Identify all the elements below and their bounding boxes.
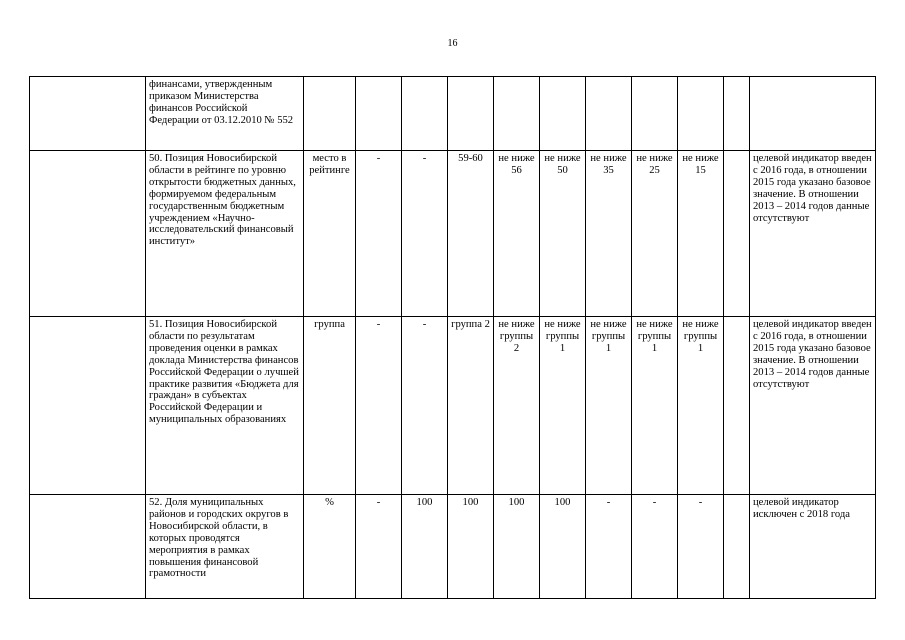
value-2018: [586, 77, 632, 151]
value-2014: [402, 77, 448, 151]
value-2018: -: [586, 495, 632, 599]
indicators-table: [29, 76, 876, 599]
value-2018: не ниже группы 1: [586, 317, 632, 495]
table-row: [30, 317, 876, 495]
unit-cell: [304, 77, 356, 151]
unit-cell: место в рейтинге: [304, 151, 356, 317]
value-2015: 100: [448, 495, 494, 599]
value-2020: не ниже группы 1: [678, 317, 724, 495]
value-2017: [540, 77, 586, 151]
row-number-cell: [30, 495, 146, 599]
indicator-name: финансами, утвержденным приказом Министерства финансов Российской Федерации от 03.12.2010 № 552: [146, 77, 304, 151]
value-2013: [356, 77, 402, 151]
value-2020: [678, 77, 724, 151]
row-number-cell: [30, 317, 146, 495]
value-2016: не ниже 56: [494, 151, 540, 317]
value-2016: [494, 77, 540, 151]
value-2020: -: [678, 495, 724, 599]
value-2017: не ниже 50: [540, 151, 586, 317]
value-extra: [724, 495, 750, 599]
value-2015: 59-60: [448, 151, 494, 317]
value-2013: -: [356, 317, 402, 495]
row-number-cell: [30, 77, 146, 151]
value-extra: [724, 77, 750, 151]
value-2016: 100: [494, 495, 540, 599]
row-number-cell: [30, 151, 146, 317]
value-2015: [448, 77, 494, 151]
note-cell: целевой индикатор исключен с 2018 года: [750, 495, 876, 599]
page-number: 16: [447, 38, 458, 49]
table-row: [30, 77, 876, 151]
value-2018: не ниже 35: [586, 151, 632, 317]
value-2015: группа 2: [448, 317, 494, 495]
value-2019: не ниже 25: [632, 151, 678, 317]
note-cell: целевой индикатор введен с 2016 года, в отношении 2015 года указано базовое значение. В отношении 2013 – 2014 годов данные отсутствуют: [750, 151, 876, 317]
value-extra: [724, 151, 750, 317]
unit-cell: группа: [304, 317, 356, 495]
value-2019: не ниже группы 1: [632, 317, 678, 495]
value-2017: не ниже группы 1: [540, 317, 586, 495]
value-2019: -: [632, 495, 678, 599]
indicator-name: 52. Доля муниципальных районов и городских округов в Новосибирской области, в которых проводятся мероприятия в рамках повышения финансовой грамотности: [146, 495, 304, 599]
note-cell: целевой индикатор введен с 2016 года, в отношении 2015 года указано базовое значение. В отношении 2013 – 2014 годов данные отсутствуют: [750, 317, 876, 495]
value-2020: не ниже 15: [678, 151, 724, 317]
value-2014: 100: [402, 495, 448, 599]
table-row: [30, 495, 876, 599]
value-extra: [724, 317, 750, 495]
value-2016: не ниже группы 2: [494, 317, 540, 495]
value-2013: -: [356, 151, 402, 317]
indicator-name: 51. Позиция Новосибирской области по результатам проведения оценки в рамках доклада Министерства финансов Российской Федерации о лучшей практике развития «Бюджета для граждан» в субъектах Российской Федерации и муниципальных образованиях: [146, 317, 304, 495]
value-2014: -: [402, 151, 448, 317]
value-2017: 100: [540, 495, 586, 599]
table-row: [30, 151, 876, 317]
value-2019: [632, 77, 678, 151]
value-2013: -: [356, 495, 402, 599]
unit-cell: %: [304, 495, 356, 599]
value-2014: -: [402, 317, 448, 495]
indicator-name: 50. Позиция Новосибирской области в рейтинге по уровню открытости бюджетных данных, формируемом федеральным государственным бюджетным учреждением «Научно-исследовательский финансовый институт»: [146, 151, 304, 317]
note-cell: [750, 77, 876, 151]
